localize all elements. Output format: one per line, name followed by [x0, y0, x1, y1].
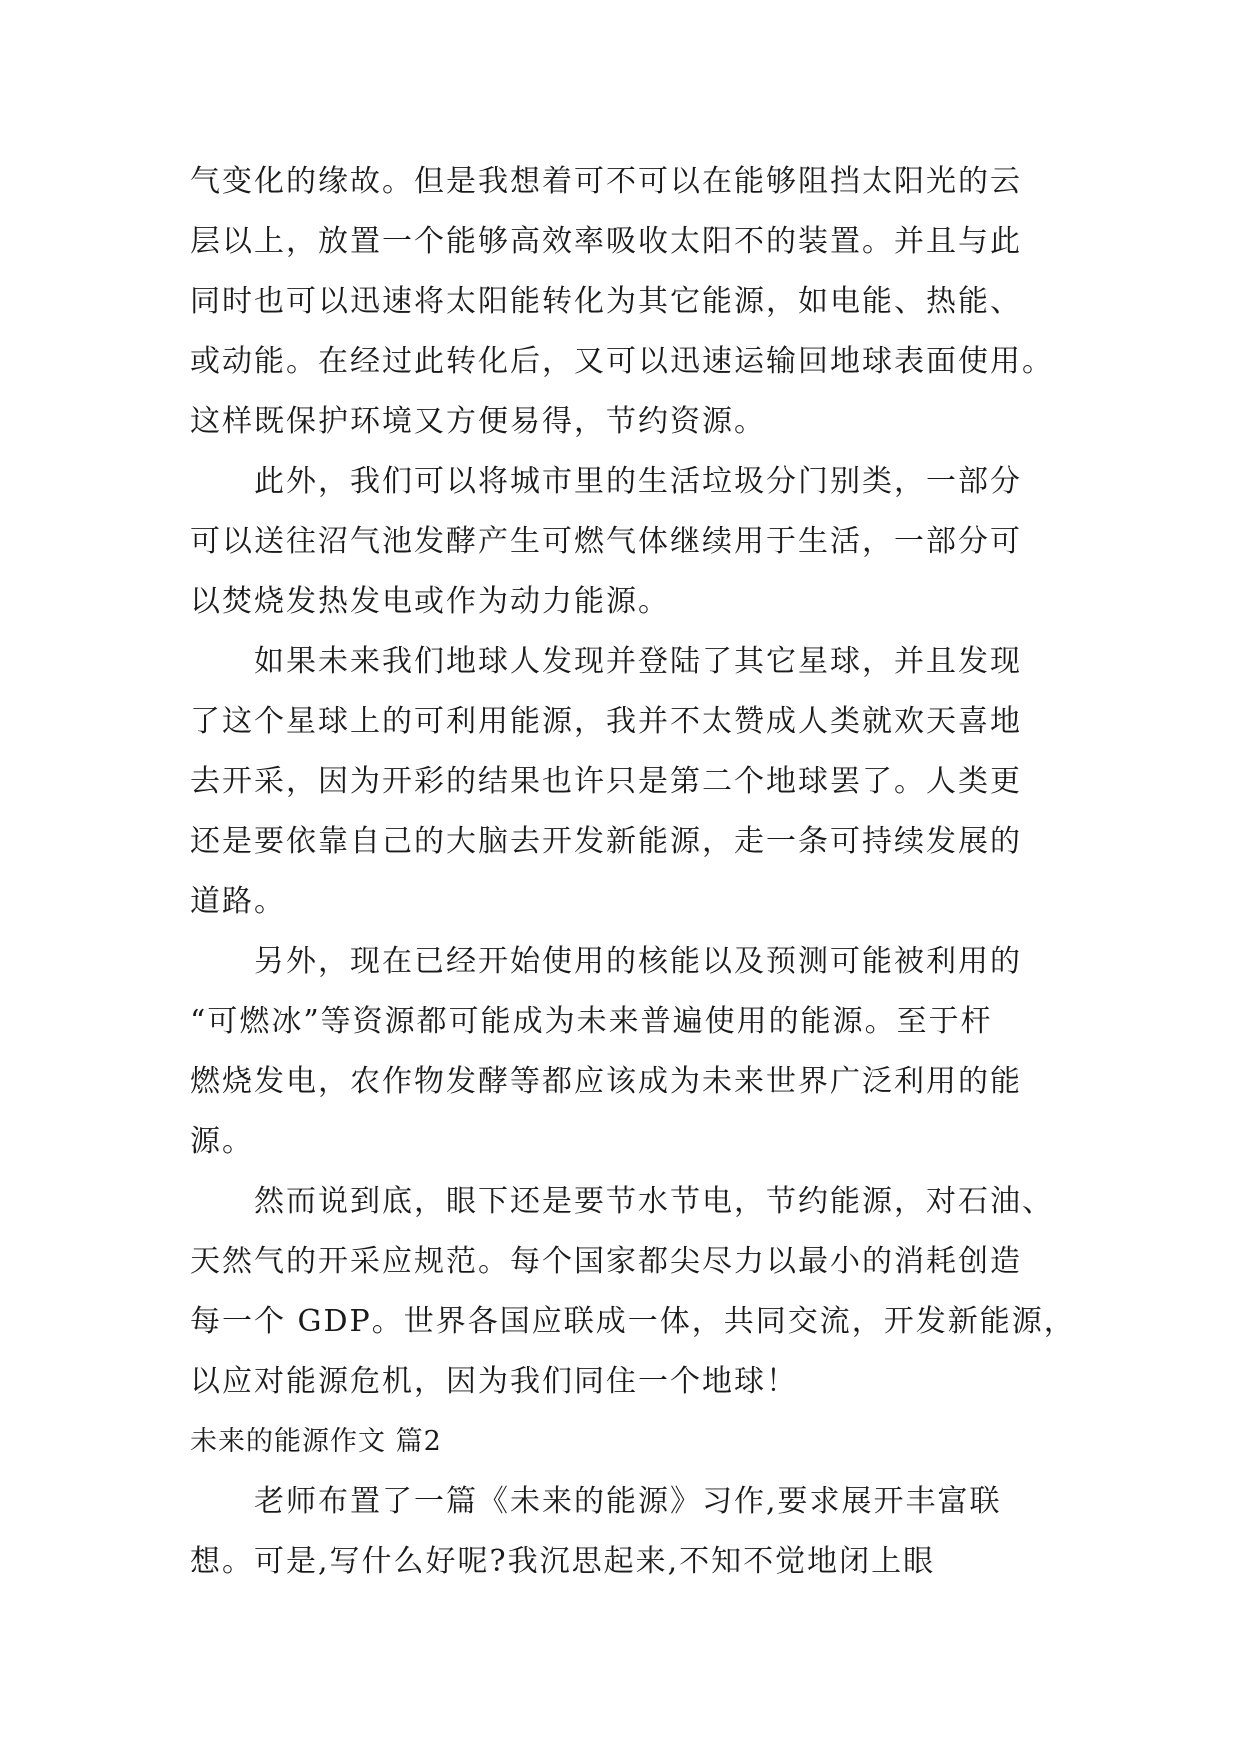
text-line: 以焚烧发热发电或作为动力能源。 — [190, 584, 670, 619]
essay-body — [190, 152, 1080, 1592]
text-line: 源。 — [190, 1124, 254, 1159]
section-heading: 未来的能源作文 篇2 — [190, 1426, 442, 1457]
paragraph-first-line: 然而说到底，眼下还是要节水节电，节约能源，对石油、 — [254, 1184, 1054, 1219]
text-line: 道路。 — [190, 884, 286, 919]
text-line: 可以送往沼气池发酵产生可燃气体继续用于生活，一部分可 — [190, 524, 1022, 559]
paragraph-first-line: 此外，我们可以将城市里的生活垃圾分门别类，一部分 — [254, 464, 1022, 499]
text-line: 同时也可以迅速将太阳能转化为其它能源，如电能、热能、 — [190, 284, 1022, 319]
text-line: 了这个星球上的可利用能源，我并不太赞成人类就欢天喜地 — [190, 704, 1022, 739]
paragraph-first-line: 另外，现在已经开始使用的核能以及预测可能被利用的 — [254, 944, 1022, 979]
text-line: 还是要依靠自己的大脑去开发新能源，走一条可持续发展的 — [190, 824, 1022, 859]
text-line: 这样既保护环境又方便易得，节约资源。 — [190, 404, 766, 439]
text-line: 燃烧发电，农作物发酵等都应该成为未来世界广泛利用的能 — [190, 1064, 1022, 1099]
text-line: “可燃冰”等资源都可能成为未来普遍使用的能源。至于杆 — [190, 1004, 993, 1039]
text-line: 想。可是,写什么好呢?我沉思起来,不知不觉地闭上眼 — [190, 1544, 936, 1579]
text-line: 气变化的缘故。但是我想着可不可以在能够阻挡太阳光的云 — [190, 164, 1022, 199]
text-line: 天然气的开采应规范。每个国家都尖尽力以最小的消耗创造 — [190, 1244, 1022, 1279]
paragraph-first-line: 老师布置了一篇《未来的能源》习作,要求展开丰富联 — [254, 1484, 1002, 1519]
text-line: 以应对能源危机，因为我们同住一个地球！ — [190, 1364, 798, 1399]
text-line: 层以上，放置一个能够高效率吸收太阳不的装置。并且与此 — [190, 224, 1022, 259]
text-line: 去开采，因为开彩的结果也许只是第二个地球罢了。人类更 — [190, 764, 1022, 799]
text-line: 每一个 GDP。世界各国应联成一体，共同交流，开发新能源， — [190, 1304, 1076, 1339]
text-line: 或动能。在经过此转化后，又可以迅速运输回地球表面使用。 — [190, 344, 1054, 379]
paragraph-first-line: 如果未来我们地球人发现并登陆了其它星球，并且发现 — [254, 644, 1022, 679]
